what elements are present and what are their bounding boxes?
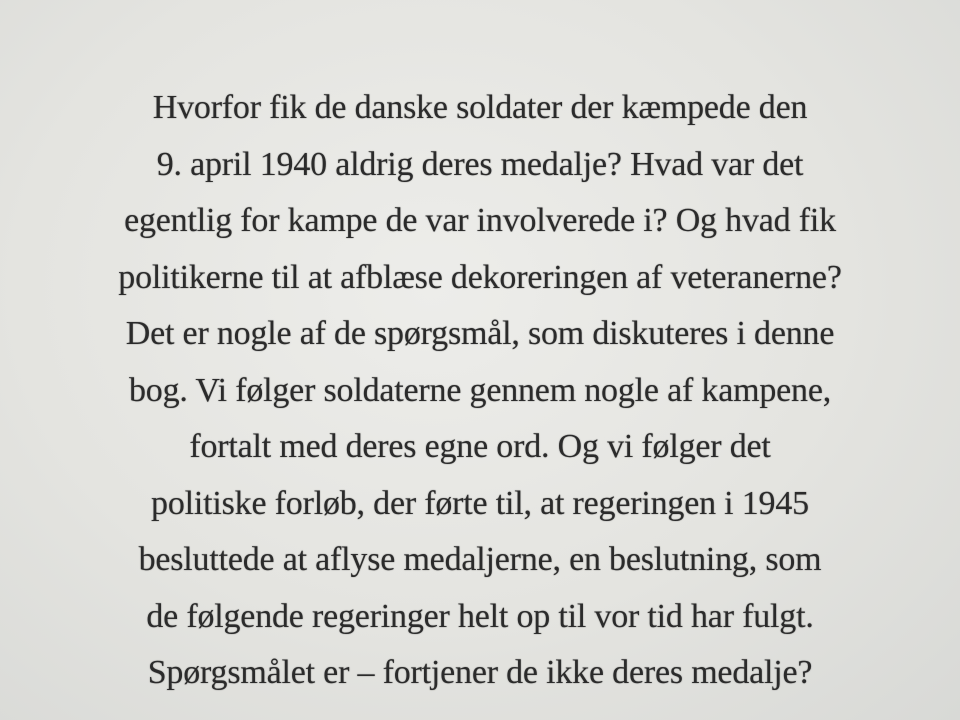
blurb-line-3: egentlig for kampe de var involverede i? Og hvad fik (124, 202, 836, 239)
blurb-line-1: Hvorfor fik de danske soldater der kæmpede den (152, 89, 808, 126)
blurb-line-6: bog. Vi følger soldaterne gennem nogle af kampene, (128, 371, 832, 409)
blurb-line-7: fortalt med deres egne ord. Og vi følger det (189, 428, 771, 465)
blurb-paragraph (40, 80, 920, 702)
blurb-line-9: besluttede at aflyse medaljerne, en beslutning, som (138, 541, 822, 578)
blurb-line-2: 9. april 1940 aldrig deres medalje? Hvad var det (156, 145, 804, 183)
blurb-line-10: de følgende regeringer helt op til vor tid har fulgt. (146, 597, 814, 635)
blurb-line-5: Det er nogle af de spørgsmål, som diskuteres i denne (125, 315, 835, 352)
blurb-line-8: politiske forløb, der førte til, at regeringen i 1945 (151, 484, 809, 522)
blurb-line-4: politikerne til at afblæse dekoreringen af veteranerne? (118, 258, 842, 296)
blurb-line-11: Spørgsmålet er – fortjener de ikke deres medalje? (147, 654, 813, 691)
